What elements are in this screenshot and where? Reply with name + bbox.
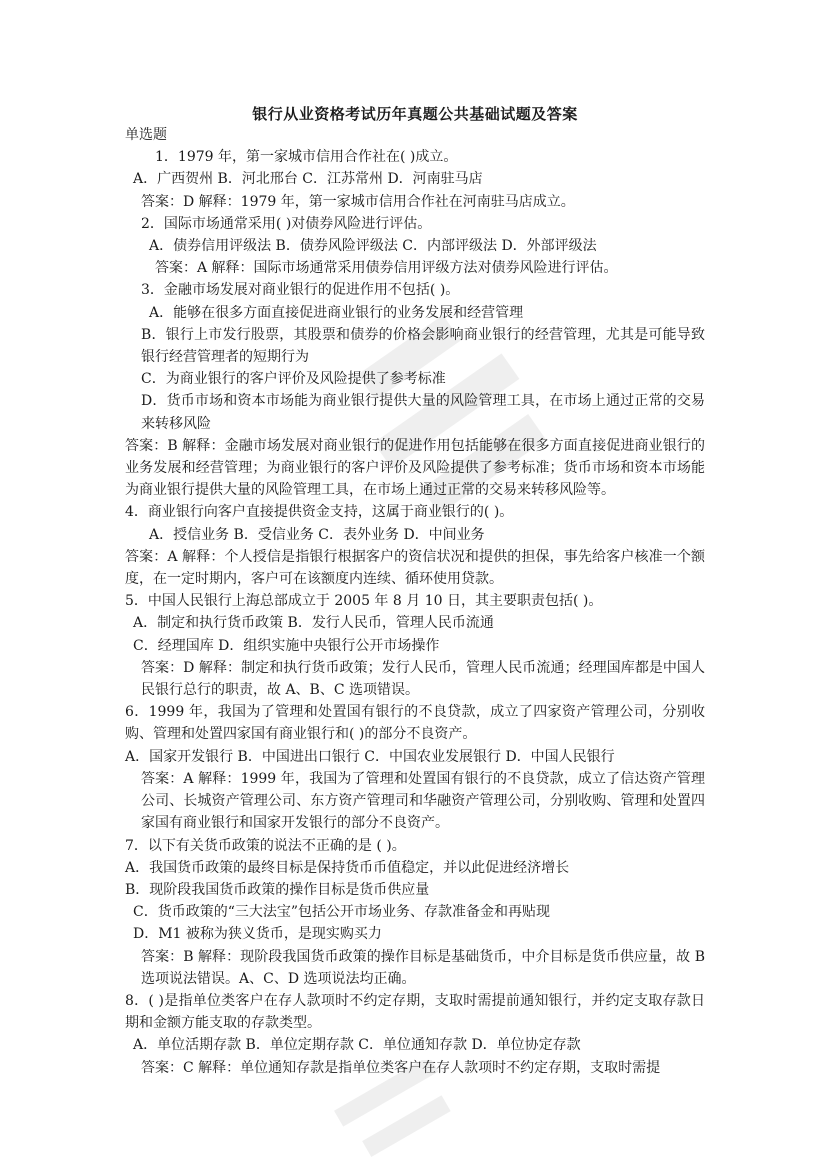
question-4: 4．商业银行向客户直接提供资金支持，这属于商业银行的( )。 — [125, 504, 514, 521]
question-3: 3．金融市场发展对商业银行的促进作用不包括( )。 — [141, 282, 460, 299]
question-3-option-b: B．银行上市发行股票，其股票和债券的价格会影响商业银行的经营管理，尤其是可能导致银行经营管理者的短期行为 — [141, 326, 705, 366]
question-6-answer: 答案：A 解释：1999 年，我国为了管理和处置国有银行的不良贷款，成立了信达资产管理公司、长城资产管理公司、东方资产管理司和华融资产管理公司，分别收购、管理和处置四家国有商业银行和国家开发银行的部分不良资产。 — [141, 770, 705, 832]
document-body — [125, 124, 705, 1079]
question-5-answer: 答案：D 解释：制定和执行货币政策；发行人民币，管理人民币流通；经理国库都是中国人民银行总行的职责，故 A、B、C 选项错误。 — [141, 659, 705, 699]
question-1-answer: 答案：D 解释：1979 年，第一家城市信用合作社在河南驻马店成立。 — [141, 193, 575, 210]
question-2-answer: 答案：A 解释：国际市场通常采用债券信用评级方法对债券风险进行评估。 — [155, 260, 618, 277]
question-7-answer: 答案：B 解释：现阶段我国货币政策的操作目标是基础货币，中介目标是货币供应量，故 B 选项说法错误。A、C、D 选项说法均正确。 — [141, 948, 705, 987]
question-3-option-d: D．货币市场和资本市场能为商业银行提供大量的风险管理工具，在市场上通过正常的交易来转移风险 — [141, 393, 705, 432]
question-8: 8．( )是指单位类客户在存人款项时不约定存期，支取时需提前通知银行，并约定支取存款日期和金额方能支取的存款类型。 — [125, 992, 705, 1032]
question-1: 1．1979 年，第一家城市信用合作社在( )成立。 — [155, 149, 458, 166]
question-7-option-b: B．现阶段我国货币政策的操作目标是货币供应量 — [125, 881, 430, 898]
question-2-options: A．债券信用评级法 B．债券风险评级法 C．内部评级法 D．外部评级法 — [149, 238, 597, 255]
document-title: 银行从业资格考试历年真题公共基础试题及答案 — [252, 105, 578, 123]
question-3-option-c: C．为商业银行的客户评价及风险提供了参考标准 — [141, 371, 446, 388]
question-7: 7．以下有关货币政策的说法不正确的是 ( )。 — [125, 837, 406, 854]
question-4-answer: 答案：A 解释：个人授信是指银行根据客户的资信状况和提供的担保，事先给客户核准一个额度，在一定时期内，客户可在该额度内连续、循环使用贷款。 — [125, 548, 705, 588]
question-7-option-c: C．货币政策的“三大法宝”包括公开市场业务、存款准备金和再贴现 — [133, 904, 551, 921]
section-heading: 单选题 — [125, 127, 167, 143]
question-5-options-ab: A．制定和执行货币政策 B．发行人民币，管理人民币流通 — [133, 615, 494, 632]
question-1-options: A．广西贺州 B．河北邢台 C．江苏常州 D．河南驻马店 — [133, 171, 483, 188]
question-8-answer: 答案：C 解释：单位通知存款是指单位类客户在存人款项时不约定存期，支取时需提 — [141, 1059, 661, 1076]
question-2: 2．国际市场通常采用( )对债券风险进行评估。 — [141, 215, 432, 232]
question-6-options: A．国家开发银行 B．中国进出口银行 C．中国农业发展银行 D．中国人民银行 — [125, 748, 615, 765]
question-3-answer: 答案：B 解释：金融市场发展对商业银行的促进作用包括能够在很多方面直接促进商业银行的业务发展和经营管理；为商业银行的客户评价及风险提供了参考标准；货币市场和资本市场能为商业银行提供大量的风险管理工具，在市场上通过正常的交易来转移风险等。 — [125, 437, 705, 499]
question-4-options: A．授信业务 B．受信业务 C．表外业务 D．中间业务 — [149, 526, 485, 543]
question-5-options-cd: C．经理国库 D．组织实施中央银行公开市场操作 — [133, 637, 440, 654]
question-3-option-a: A．能够在很多方面直接促进商业银行的业务发展和经营管理 — [149, 304, 524, 321]
question-8-options: A．单位活期存款 B．单位定期存款 C．单位通知存款 D．单位协定存款 — [133, 1037, 581, 1054]
question-7-option-d: D．M1 被称为狭义货币，是现实购买力 — [133, 926, 382, 943]
question-5: 5．中国人民银行上海总部成立于 2005 年 8 月 10 日，其主要职责包括( )。 — [125, 593, 603, 610]
question-6: 6．1999 年，我国为了管理和处置国有银行的不良贷款，成立了四家资产管理公司，分别收购、管理和处置四家国有商业银行和( )的部分不良资产。 — [125, 704, 705, 743]
question-7-option-a: A．我国货币政策的最终目标是保持货币币值稳定，并以此促进经济增长 — [125, 859, 570, 876]
